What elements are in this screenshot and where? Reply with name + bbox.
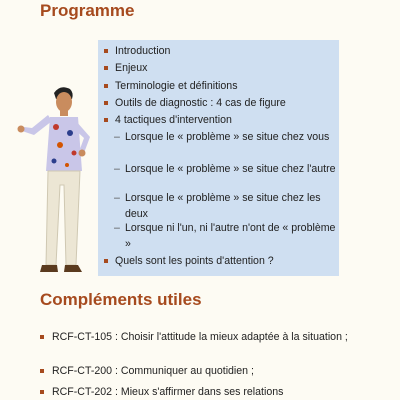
programme-item-terminologie: Terminologie et définitions bbox=[115, 78, 337, 94]
programme-subitem-vous: – Lorsque le « problème » se situe chez vous bbox=[125, 129, 337, 145]
programme-item-introduction: Introduction bbox=[115, 43, 337, 59]
presenter-man-icon bbox=[10, 75, 108, 285]
programme-subitem-deux: – Lorsque le « problème » se situe chez les deux bbox=[125, 190, 337, 222]
programme-item-outils: Outils de diagnostic : 4 cas de figure bbox=[115, 95, 337, 111]
programme-box bbox=[98, 40, 339, 276]
programme-heading: Programme bbox=[40, 1, 135, 20]
programme-subitem-ni-lun: – Lorsque ni l'un, ni l'autre n'ont de « problème » bbox=[125, 220, 337, 252]
complement-item-rcf-ct-202: RCF-CT-202 : Mieux s'affirmer dans ses relations bbox=[52, 384, 382, 400]
complement-item-rcf-ct-105: RCF-CT-105 : Choisir l'attitude la mieux adaptée à la situation ; bbox=[52, 329, 382, 345]
programme-item-enjeux: Enjeux bbox=[115, 60, 337, 76]
programme-item-points-attention: Quels sont les points d'attention ? bbox=[115, 253, 337, 269]
complements-heading: Compléments utiles bbox=[40, 290, 202, 309]
programme-subitem-autre: – Lorsque le « problème » se situe chez l'autre bbox=[125, 161, 337, 177]
programme-item-tactiques: 4 tactiques d'intervention bbox=[115, 112, 337, 128]
complement-item-rcf-ct-200: RCF-CT-200 : Communiquer au quotidien ; bbox=[52, 363, 382, 379]
